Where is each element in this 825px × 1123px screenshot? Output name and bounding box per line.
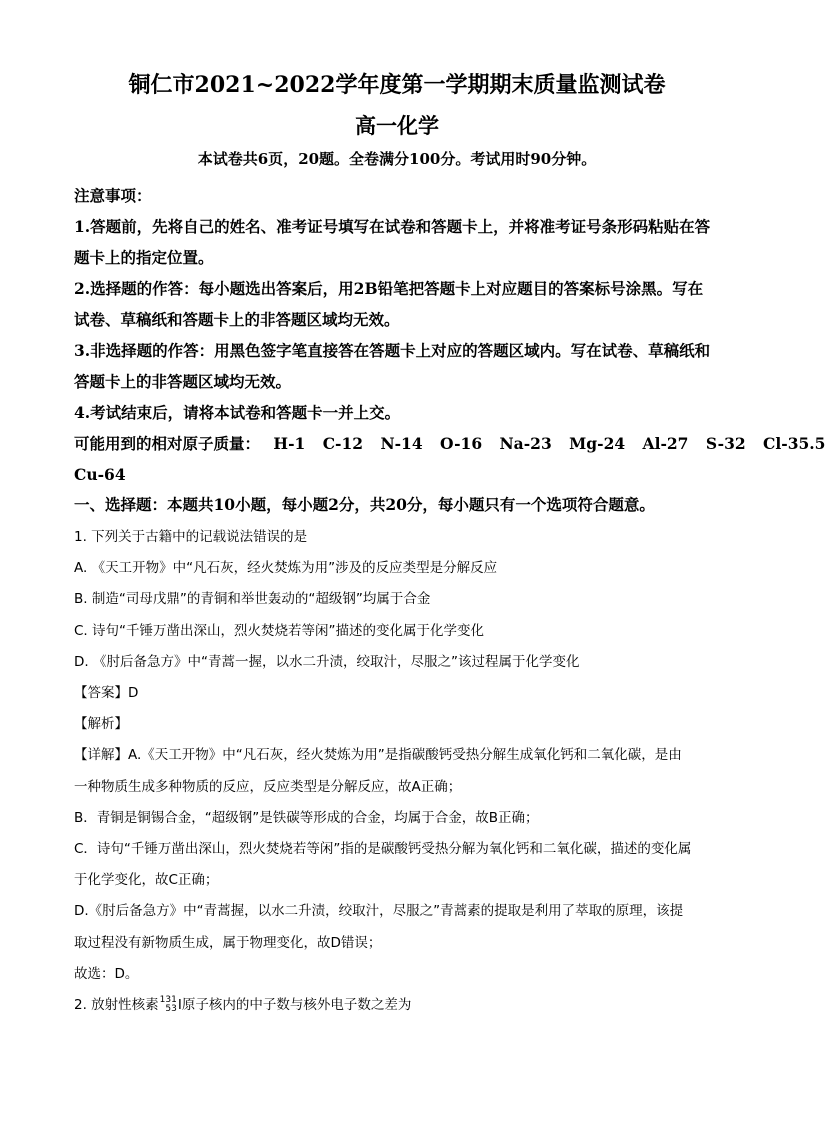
explanation-line: C．诗句“千锤万凿出深山，烈火焚烧若等闲”指的是碳酸钙受热分解为氧化钙和二氧化碳，描述的变化属	[74, 841, 692, 858]
analysis-label: 【解析】	[74, 716, 128, 733]
notes-line: 答题卡上的非答题区域均无效。	[74, 372, 292, 391]
question-2-stem-after: 原子核内的中子数与核外电子数之差为	[181, 997, 412, 1014]
explanation-line: B．青铜是铜锡合金，“超级钢”是铁碳等形成的合金，均属于合金，故B正确；	[74, 809, 539, 826]
atomic-mass: O-16	[440, 434, 483, 453]
notes-line: 3.非选择题的作答：用黑色签字笔直接答在答题卡上对应的答题区域内。写在试卷、草稿纸和	[74, 341, 711, 360]
exam-title: 铜仁市2021~2022学年度第一学期期末质量监测试卷	[128, 72, 666, 98]
question-1-stem: 1. 下列关于古籍中的记载说法错误的是	[74, 529, 308, 545]
explanation-line: 故选：D。	[74, 965, 139, 982]
explanation-line: 取过程没有新物质生成，属于物理变化，故D错误；	[74, 934, 382, 951]
atomic-masses-line	[74, 428, 825, 459]
atomic-mass-wrap: Cu-64	[74, 465, 126, 484]
notes-line: 1.答题前，先将自己的姓名、准考证号填写在试卷和答题卡上，并将准考证号条形码粘贴在答	[74, 217, 711, 236]
explanation-text: A.《天工开物》中“凡石灰，经火焚炼为用”是指碳酸钙受热分解生成氧化钙和二氧化碳，是由	[128, 747, 682, 764]
atomic-mass: Mg-24	[569, 434, 626, 453]
atomic-mass: N-14	[380, 434, 423, 453]
mass-number: 131	[159, 995, 177, 1006]
question-1-block	[74, 522, 724, 1021]
section-heading: 一、选择题：本题共10小题，每小题2分，共20分，每小题只有一个选项符合题意。	[74, 495, 655, 514]
atomic-masses-label: 可能用到的相对原子质量：	[74, 434, 261, 453]
option-c: C. 诗句“千锤万凿出深山，烈火焚烧若等闲”描述的变化属于化学变化	[74, 622, 484, 639]
atomic-mass: Al-27	[642, 434, 689, 453]
atomic-mass: C-12	[322, 434, 364, 453]
notes-line: 题卡上的指定位置。	[74, 248, 214, 267]
notes-line: 试卷、草稿纸和答题卡上的非答题区域均无效。	[74, 310, 400, 329]
nuclide-numbers	[160, 996, 177, 1014]
detail-label: 【详解】	[74, 747, 128, 764]
atomic-mass: H-1	[273, 434, 306, 453]
answer-line: 【答案】D	[74, 685, 139, 702]
explanation-line: 于化学变化，故C正确；	[74, 872, 219, 889]
explanation-line: 一种物质生成多种物质的反应，反应类型是分解反应，故A正确；	[74, 778, 462, 795]
option-a: A. 《天工开物》中“凡石灰，经火焚炼为用”涉及的反应类型是分解反应	[74, 560, 498, 577]
exam-intro: 本试卷共6页，20题。全卷满分100分。考试用时90分钟。	[197, 150, 597, 168]
element-symbol: I	[177, 997, 182, 1014]
question-2-stem-before: 2. 放射性核素	[74, 997, 159, 1014]
option-d: D. 《肘后备急方》中“青蒿一握，以水二升渍，绞取汁，尽服之”该过程属于化学变化	[74, 653, 580, 670]
atomic-number: 53	[165, 1004, 177, 1015]
explanation-line	[74, 740, 724, 771]
question-2-stem	[74, 990, 724, 1021]
notes-heading: 注意事项：	[74, 186, 152, 205]
atomic-mass: Na-23	[499, 434, 552, 453]
atomic-mass: S-32	[705, 434, 746, 453]
exam-subject: 高一化学	[355, 113, 439, 138]
atomic-mass: Cl-35.5	[763, 434, 825, 453]
notes-block	[74, 180, 825, 490]
explanation-line: D.《肘后备急方》中“青蒿握，以水二升渍，绞取汁，尽服之”青蒿素的提取是利用了萃取的原理，该提	[74, 903, 684, 920]
notes-line: 4.考试结束后，请将本试卷和答题卡一并上交。	[74, 403, 401, 422]
option-b: B. 制造“司母戊鼎”的青铜和举世轰动的“超级钢”均属于合金	[74, 591, 431, 608]
notes-line: 2.选择题的作答：每小题选出答案后，用2B铅笔把答题卡上对应题目的答案标号涂黑。写在	[74, 279, 704, 298]
